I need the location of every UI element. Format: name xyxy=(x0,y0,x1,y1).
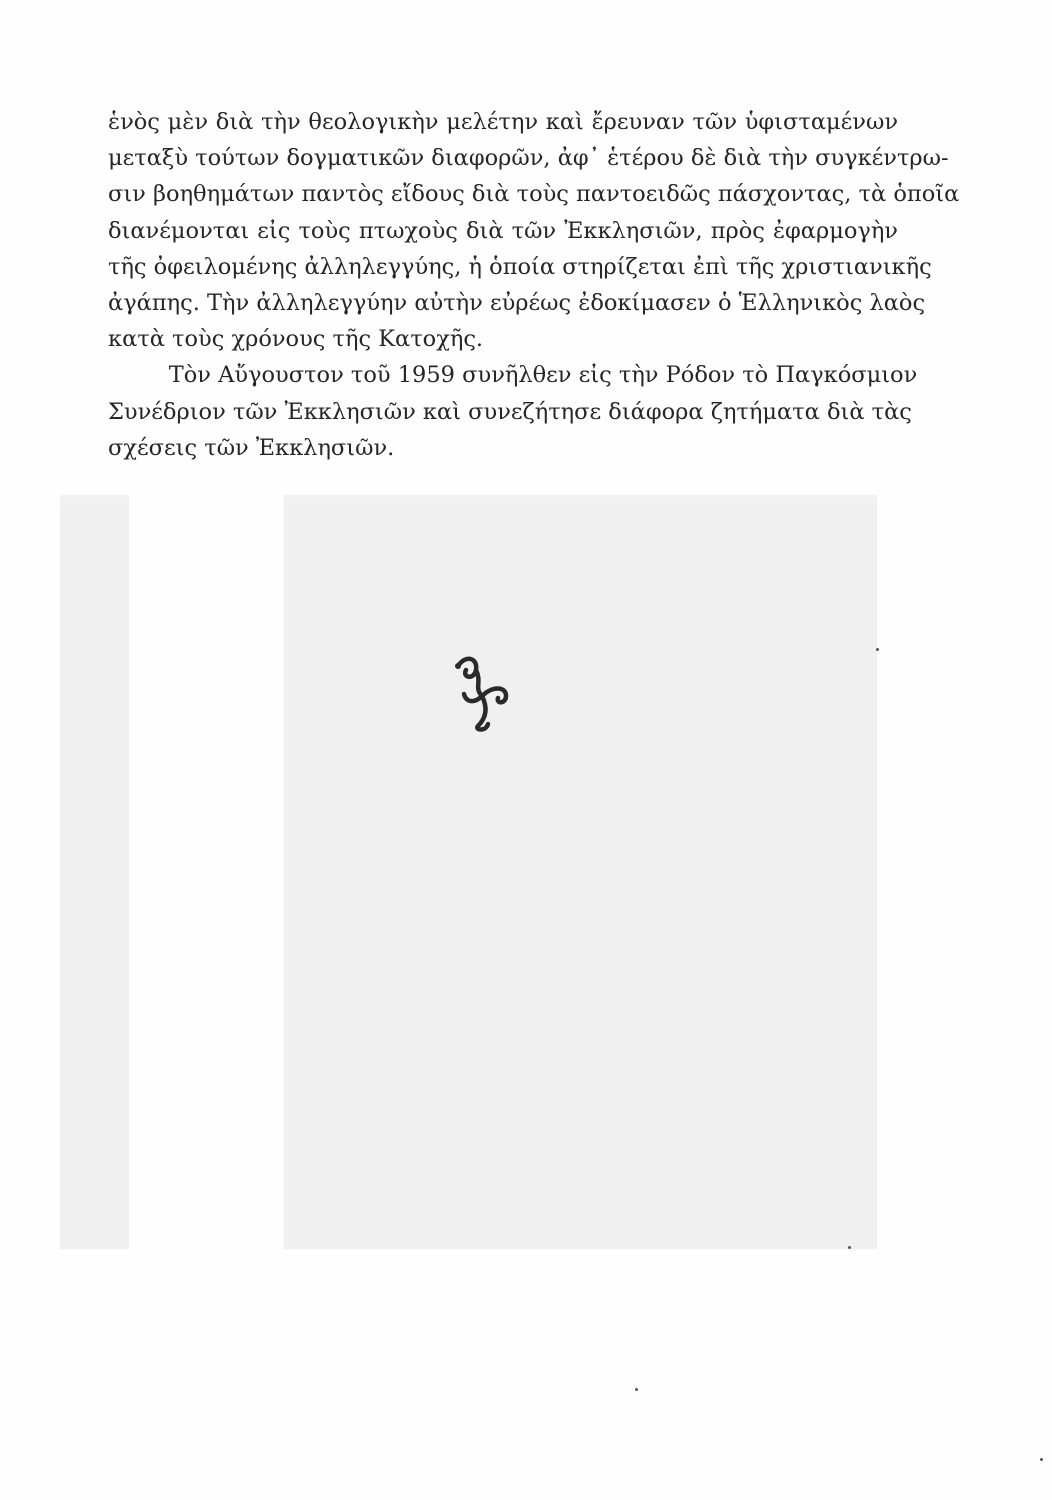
fleuron-ornament-icon xyxy=(452,652,512,732)
paragraph-2-line: σχέσεις τῶν Ἐκκλησιῶν. xyxy=(108,434,395,461)
paragraph-1-line: ἀγάπης. Τὴν ἀλληλεγγύην αὐτὴν εὐρέως ἐδοκίμασεν ὁ Ἑλληνικὸς λαὸς xyxy=(108,290,926,317)
paragraph-2 xyxy=(108,357,918,466)
paragraph-2-line: Συνέδριον τῶν Ἐκκλησιῶν καὶ συνεζήτησε διάφορα ζητήματα διὰ τὰς xyxy=(108,398,912,425)
paragraph-1-line: κατὰ τοὺς χρόνους τῆς Κατοχῆς. xyxy=(108,326,484,353)
paragraph-1-line: ἑνὸς μὲν διὰ τὴν θεολογικὴν μελέτην καὶ ἔρευναν τῶν ὑφισταμένων xyxy=(108,109,898,135)
paragraph-1 xyxy=(108,104,960,357)
paragraph-1-line: σιν βοηθημάτων παντὸς εἴδους διὰ τοὺς παντοειδῶς πάσχοντας, τὰ ὁποῖα xyxy=(108,181,960,208)
paragraph-2-line: Τὸν Αὔγουστον τοῦ 1959 συνῆλθεν εἰς τὴν Ρόδον τὸ Παγκόσμιον xyxy=(168,362,918,389)
body-text xyxy=(108,104,960,466)
paragraph-1-line: μεταξὺ τούτων δογματικῶν διαφορῶν, ἀφ᾽ ἑτέρου δὲ διὰ τὴν συγκέντρω- xyxy=(108,145,949,172)
paragraph-1-line: διανέμονται εἰς τοὺς πτωχοὺς διὰ τῶν Ἐκκλησιῶν, πρὸς ἐφαρμογὴν xyxy=(108,217,898,244)
paragraph-1-line: τῆς ὀφειλομένης ἀλληλεγγύης, ἡ ὁποία στηρίζεται ἐπὶ τῆς χριστιανικῆς xyxy=(108,253,932,280)
show-through-bleed xyxy=(60,495,920,1275)
